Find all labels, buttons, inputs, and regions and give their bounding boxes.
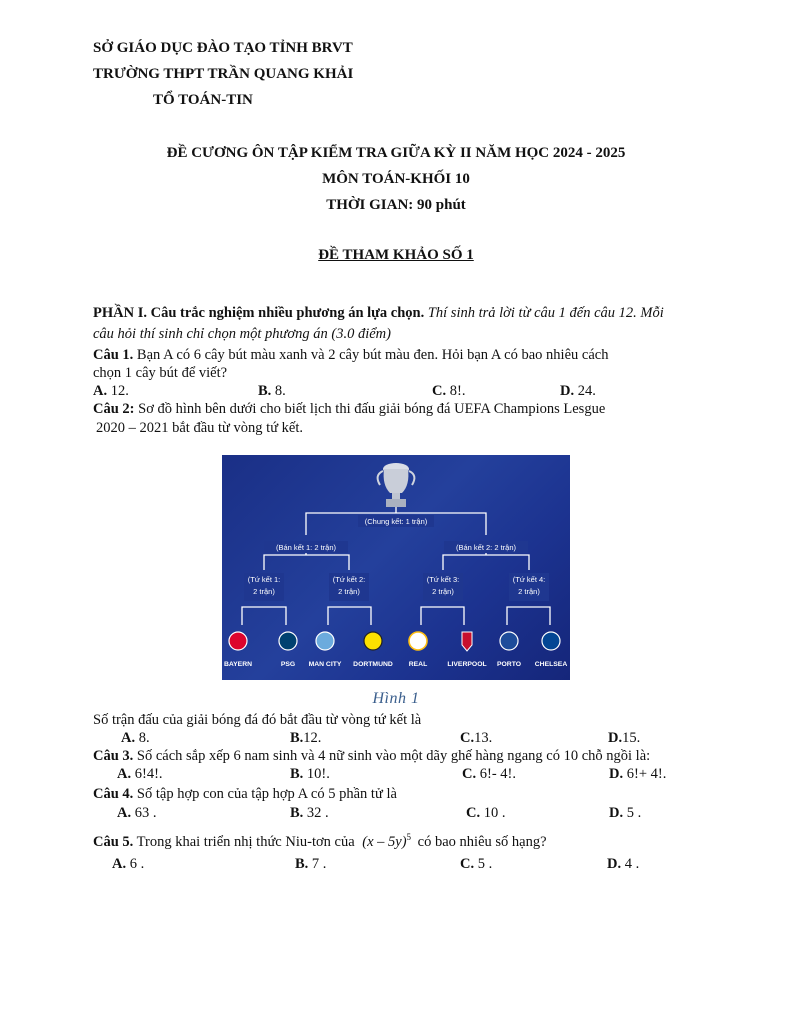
q4-option-c: C. 10 . <box>466 805 506 821</box>
qf2-label-line1: (Tứ kết 2: <box>332 575 366 584</box>
svg-text:DORTMUND: DORTMUND <box>353 661 393 668</box>
qf3-label-line1: (Tứ kết 3: <box>426 575 460 584</box>
q3-option-a: A. 6!4!. <box>117 766 163 782</box>
q1-option-d: D. 24. <box>560 383 596 399</box>
team-psg <box>279 632 297 668</box>
real-crest-icon <box>409 632 427 650</box>
q2-text: Sơ đồ hình bên dưới cho biết lịch thi đấu giải bóng đá UEFA Champions Lesgue <box>138 401 606 417</box>
part1-instruction: Thí sinh trả lời từ câu 1 đến câu 12. Mỗi <box>427 305 664 321</box>
semi1-label: (Bán kết 1: 2 trận) <box>275 543 337 552</box>
q4-line <box>93 786 397 803</box>
q5-option-d: D. 4 . <box>607 856 640 872</box>
bracket-figure <box>222 455 570 680</box>
porto-crest-icon <box>500 632 518 650</box>
svg-text:MAN CITY: MAN CITY <box>308 661 342 668</box>
bracket-diagram <box>222 455 570 680</box>
team-real <box>409 632 428 668</box>
final-label: (Chung kết: 1 trận) <box>364 517 428 526</box>
q1-text-cont: chọn 1 cây bút để viết? <box>93 365 228 381</box>
team-chelsea <box>535 632 568 668</box>
qf4-label-line2: 2 trận) <box>518 587 540 596</box>
qf2-label-line2: 2 trận) <box>338 587 360 596</box>
team-liverpool <box>447 632 486 668</box>
q3-option-b: B. 10!. <box>290 766 330 782</box>
q5-option-c: C. 5 . <box>460 856 493 872</box>
q1-option-b: B. 8. <box>258 383 286 399</box>
q3-option-c: C. 6!- 4!. <box>462 766 516 782</box>
team-dortmund <box>353 632 393 668</box>
q3-label: Câu 3. <box>93 748 134 764</box>
header-department: SỞ GIÁO DỤC ĐÀO TẠO TỈNH BRVT <box>93 40 353 56</box>
svg-text:BAYERN: BAYERN <box>223 661 253 668</box>
part1-heading-line <box>93 305 664 322</box>
q5-exponent: 5 <box>406 832 412 842</box>
bayern-crest-icon <box>229 632 247 650</box>
q5-text-end: có bao nhiêu số hạng? <box>417 833 547 850</box>
part1-instruction-cont: câu hỏi thí sinh chỉ chọn một phương án (3.0 điểm) <box>93 326 391 342</box>
q2-text-cont: 2020 – 2021 bắt đầu từ vòng tứ kết. <box>96 420 304 436</box>
header-group: TỔ TOÁN-TIN <box>153 92 253 108</box>
man-city-crest-icon <box>316 632 334 650</box>
svg-text:REAL: REAL <box>408 661 428 668</box>
q5-expression: (x – 5y) <box>362 833 407 850</box>
q4-text: Số tập hợp con của tập hợp A có 5 phần tử là <box>136 786 397 802</box>
q1-option-c: C. 8!. <box>432 383 466 399</box>
q4-option-a: A. 63 . <box>117 805 157 821</box>
chelsea-crest-icon <box>542 632 560 650</box>
document-title: ĐỀ CƯƠNG ÔN TẬP KIỂM TRA GIỮA KỲ II NĂM HỌC 2024 - 2025 <box>166 145 626 161</box>
q2-label: Câu 2: <box>93 401 135 417</box>
q1-text: Bạn A có 6 cây bút màu xanh và 2 cây bút màu đen. Hỏi bạn A có bao nhiêu cách <box>136 347 609 363</box>
svg-text:PORTO: PORTO <box>496 661 522 668</box>
exam-title: ĐỀ THAM KHẢO SỐ 1 <box>318 247 474 263</box>
liverpool-crest-icon <box>462 632 472 651</box>
q4-label: Câu 4. <box>93 786 134 802</box>
header-school: TRƯỜNG THPT TRẦN QUANG KHẢI <box>93 66 354 82</box>
svg-text:PSG: PSG <box>280 661 296 668</box>
q2-line1 <box>93 401 605 418</box>
subject-title: MÔN TOÁN-KHỐI 10 <box>322 171 470 187</box>
team-porto <box>497 632 521 668</box>
team-man-city <box>309 632 342 668</box>
time-title: THỜI GIAN: 90 phút <box>326 197 466 213</box>
q2-option-a: A. 8. <box>121 730 150 746</box>
q5-text: Trong khai triển nhị thức Niu-tơn của <box>136 833 355 850</box>
psg-crest-icon <box>279 632 297 650</box>
qf3-label-line2: 2 trận) <box>432 587 454 596</box>
q3-text: Số cách sắp xếp 6 nam sinh và 4 nữ sinh vào một dãy ghế hàng ngang có 10 chỗ ngồi là: <box>136 748 651 764</box>
q1-label: Câu 1. <box>93 347 134 363</box>
team-bayern <box>224 632 252 668</box>
q4-option-b: B. 32 . <box>290 805 329 821</box>
q2-option-b: B.12. <box>290 730 322 746</box>
q3-option-d: D. 6!+ 4!. <box>609 766 667 782</box>
q5-label: Câu 5. <box>93 833 134 850</box>
q1-option-a: A. 12. <box>93 383 129 399</box>
figure-caption: Hình 1 <box>372 690 420 707</box>
trophy-icon <box>378 463 415 507</box>
q2-option-d: D.15. <box>608 730 641 746</box>
qf1-label-line1: (Tứ kết 1: <box>247 575 281 584</box>
svg-text:LIVERPOOL: LIVERPOOL <box>447 661 487 668</box>
q5-option-a: A. 6 . <box>112 856 145 872</box>
q2-question: Số trận đấu của giải bóng đá đó bắt đầu từ vòng tứ kết là <box>93 712 422 728</box>
q4-option-d: D. 5 . <box>609 805 642 821</box>
qf4-label-line1: (Tứ kết 4: <box>512 575 546 584</box>
q2-option-c: C.13. <box>460 730 493 746</box>
q5-line <box>93 832 547 851</box>
part1-heading: PHẦN I. Câu trắc nghiệm nhiều phương án lựa chọn. <box>93 305 425 321</box>
dortmund-crest-icon <box>364 632 382 650</box>
q3-line <box>93 748 650 765</box>
qf1-label-line2: 2 trận) <box>253 587 275 596</box>
svg-text:CHELSEA: CHELSEA <box>534 661 568 668</box>
semi2-label: (Bán kết 2: 2 trận) <box>455 543 517 552</box>
q1-line1 <box>93 347 608 364</box>
q5-option-b: B. 7 . <box>295 856 327 872</box>
